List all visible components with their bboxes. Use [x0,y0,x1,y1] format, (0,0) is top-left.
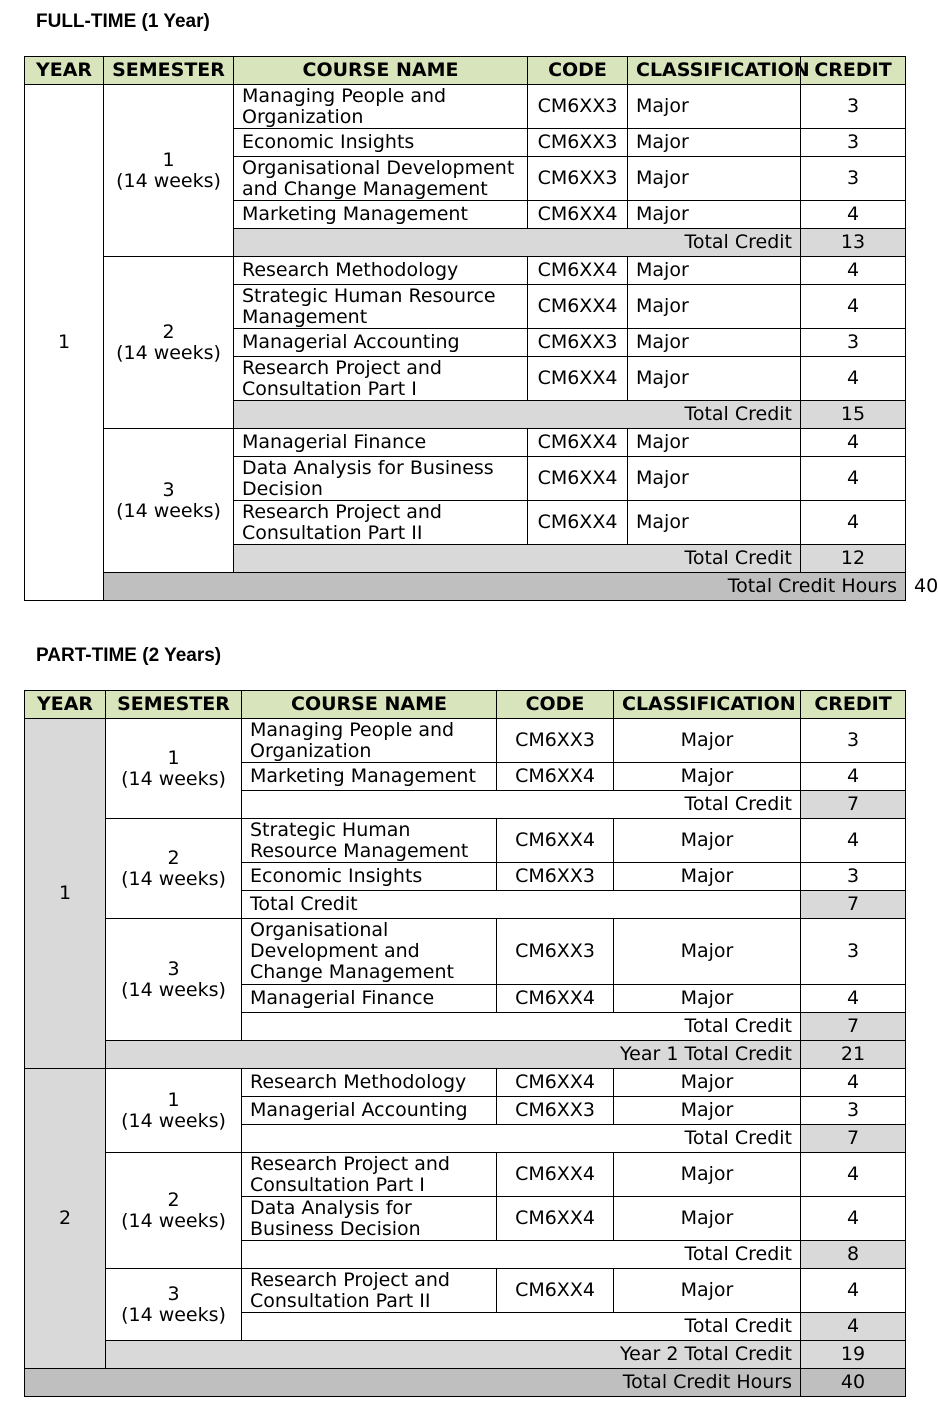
course-code: CM6XX3 [497,1097,614,1125]
year-total-value: 21 [801,1041,906,1069]
course-credit: 4 [801,285,906,329]
col-code-header: CODE [497,691,614,719]
course-classification: Major [628,257,801,285]
course-code: CM6XX4 [528,357,628,401]
course-name: Research Methodology [234,257,528,285]
course-classification: Major [614,763,801,791]
year-total-label: Year 1 Total Credit [106,1041,801,1069]
course-code: CM6XX4 [528,285,628,329]
course-classification: Major [628,329,801,357]
course-credit: 4 [801,457,906,501]
full-time-heading: FULL-TIME (1 Year) [36,11,210,32]
course-name: Research Project and Consultation Part I [234,357,528,401]
course-classification: Major [614,863,801,891]
course-credit: 4 [801,763,906,791]
year-total-value: 19 [801,1341,906,1369]
semester-cell: 3 (14 weeks) [104,429,234,573]
table-row [25,1153,906,1197]
course-code: CM6XX4 [497,1069,614,1097]
semester-cell: 1 (14 weeks) [106,1069,242,1153]
semester-cell: 2 (14 weeks) [104,257,234,429]
grand-total-row [25,1369,906,1397]
table-row [25,1069,906,1097]
course-credit: 4 [801,429,906,457]
course-code: CM6XX4 [528,429,628,457]
course-credit: 4 [801,257,906,285]
course-classification: Major [614,985,801,1013]
course-code: CM6XX3 [528,329,628,357]
course-code: CM6XX3 [528,85,628,129]
course-name: Organisational Development and Change Management [234,157,528,201]
table-row [25,257,906,285]
course-credit: 3 [801,719,906,763]
year-total-row [25,1341,906,1369]
course-name: Strategic Human Resource Management [242,819,497,863]
col-semester-header: SEMESTER [104,57,234,85]
course-credit: 3 [801,919,906,985]
course-name: Data Analysis for Business Decision [242,1197,497,1241]
course-credit: 3 [801,329,906,357]
semester-cell: 3 (14 weeks) [106,919,242,1041]
course-code: CM6XX3 [497,719,614,763]
course-code: CM6XX3 [497,863,614,891]
course-code: CM6XX4 [497,819,614,863]
course-credit: 4 [801,1069,906,1097]
course-code: CM6XX3 [528,157,628,201]
total-credit-value: 7 [801,791,906,819]
course-name: Strategic Human Resource Management [234,285,528,329]
course-classification: Major [614,1153,801,1197]
course-name: Research Project and Consultation Part II [242,1269,497,1313]
course-name: Research Project and Consultation Part I [242,1153,497,1197]
year-total-label: Year 2 Total Credit [106,1341,801,1369]
course-name: Managerial Accounting [234,329,528,357]
course-name: Managing People and Organization [234,85,528,129]
total-credit-label: Total Credit [242,891,801,919]
course-classification: Major [628,429,801,457]
total-credit-value: 13 [801,229,906,257]
total-credit-value: 7 [801,891,906,919]
course-classification: Major [614,1269,801,1313]
total-credit-value: 15 [801,401,906,429]
semester-cell: 3 (14 weeks) [106,1269,242,1341]
part-time-heading: PART-TIME (2 Years) [36,645,222,666]
col-credit-header: CREDIT [801,691,906,719]
course-name: Managing People and Organization [242,719,497,763]
course-classification: Major [628,357,801,401]
year-cell: 2 [25,1069,106,1369]
course-name: Organisational Development and Change Management [242,919,497,985]
course-code: CM6XX4 [497,1269,614,1313]
course-name: Managerial Finance [234,429,528,457]
table-row [25,85,906,129]
course-classification: Major [614,1069,801,1097]
course-classification: Major [614,1197,801,1241]
total-credit-label: Total Credit [234,229,801,257]
course-name: Marketing Management [234,201,528,229]
table-header-row [25,691,906,719]
course-credit: 4 [801,819,906,863]
course-classification: Major [614,919,801,985]
total-credit-label: Total Credit [242,791,801,819]
course-classification: Major [614,1097,801,1125]
grand-total-label: Total Credit Hours [25,1369,801,1397]
course-credit: 3 [801,1097,906,1125]
table-row [25,819,906,863]
course-classification: Major [628,457,801,501]
course-classification: Major [614,719,801,763]
total-credit-label: Total Credit [234,401,801,429]
course-code: CM6XX4 [528,457,628,501]
year-total-row [25,1041,906,1069]
col-code-header: CODE [528,57,628,85]
course-code: CM6XX4 [497,985,614,1013]
total-credit-value: 7 [801,1125,906,1153]
course-code: CM6XX4 [528,501,628,545]
course-code: CM6XX4 [528,201,628,229]
course-name: Economic Insights [234,129,528,157]
course-name: Marketing Management [242,763,497,791]
table-header-row [25,57,906,85]
grand-total-value: 40 [801,1369,906,1397]
col-year-header: YEAR [25,57,104,85]
course-credit: 4 [801,357,906,401]
semester-cell: 1 (14 weeks) [106,719,242,819]
course-credit: 3 [801,863,906,891]
course-classification: Major [628,85,801,129]
course-name: Data Analysis for Business Decision [234,457,528,501]
course-credit: 3 [801,157,906,201]
col-classification-header: CLASSIFICATION [614,691,801,719]
total-credit-label: Total Credit [242,1125,801,1153]
total-credit-label: Total Credit [242,1241,801,1269]
col-course-header: COURSE NAME [242,691,497,719]
col-credit-header: CREDIT [801,57,906,85]
course-credit: 4 [801,1197,906,1241]
total-credit-label: Total Credit [242,1013,801,1041]
course-classification: Major [628,285,801,329]
course-code: CM6XX3 [528,129,628,157]
course-classification: Major [628,501,801,545]
course-classification: Major [628,157,801,201]
table-row [25,919,906,985]
total-credit-value: 8 [801,1241,906,1269]
course-classification: Major [628,129,801,157]
course-credit: 4 [801,1269,906,1313]
course-name: Managerial Finance [242,985,497,1013]
year-cell: 1 [25,719,106,1069]
year-cell: 1 [25,85,104,601]
course-name: Economic Insights [242,863,497,891]
course-credit: 3 [801,129,906,157]
course-code: CM6XX4 [528,257,628,285]
semester-cell: 2 (14 weeks) [106,819,242,919]
col-course-header: COURSE NAME [234,57,528,85]
course-name: Research Methodology [242,1069,497,1097]
course-classification: Major [628,201,801,229]
course-code: CM6XX4 [497,1153,614,1197]
course-code: CM6XX4 [497,1197,614,1241]
part-time-table [24,690,906,1397]
table-row [25,429,906,457]
table-row [25,1269,906,1313]
semester-cell: 1 (14 weeks) [104,85,234,257]
course-classification: Major [614,819,801,863]
col-classification-header: CLASSIFICATION [628,57,801,85]
semester-cell: 2 (14 weeks) [106,1153,242,1269]
table-row [25,719,906,763]
grand-total-row: Total Credit Hours 40 [25,573,906,601]
course-credit: 4 [801,501,906,545]
total-credit-value: 12 [801,545,906,573]
total-credit-label: Total Credit [242,1313,801,1341]
course-name: Research Project and Consultation Part II [234,501,528,545]
full-time-table [24,56,938,601]
course-credit: 4 [801,1153,906,1197]
course-credit: 4 [801,985,906,1013]
col-semester-header: SEMESTER [106,691,242,719]
course-credit: 3 [801,85,906,129]
total-credit-value: 7 [801,1013,906,1041]
course-name: Managerial Accounting [242,1097,497,1125]
grand-total-label: Total Credit Hours [104,573,906,601]
course-credit: 4 [801,201,906,229]
course-code: CM6XX4 [497,763,614,791]
col-year-header: YEAR [25,691,106,719]
course-code: CM6XX3 [497,919,614,985]
total-credit-value: 4 [801,1313,906,1341]
total-credit-label: Total Credit [234,545,801,573]
